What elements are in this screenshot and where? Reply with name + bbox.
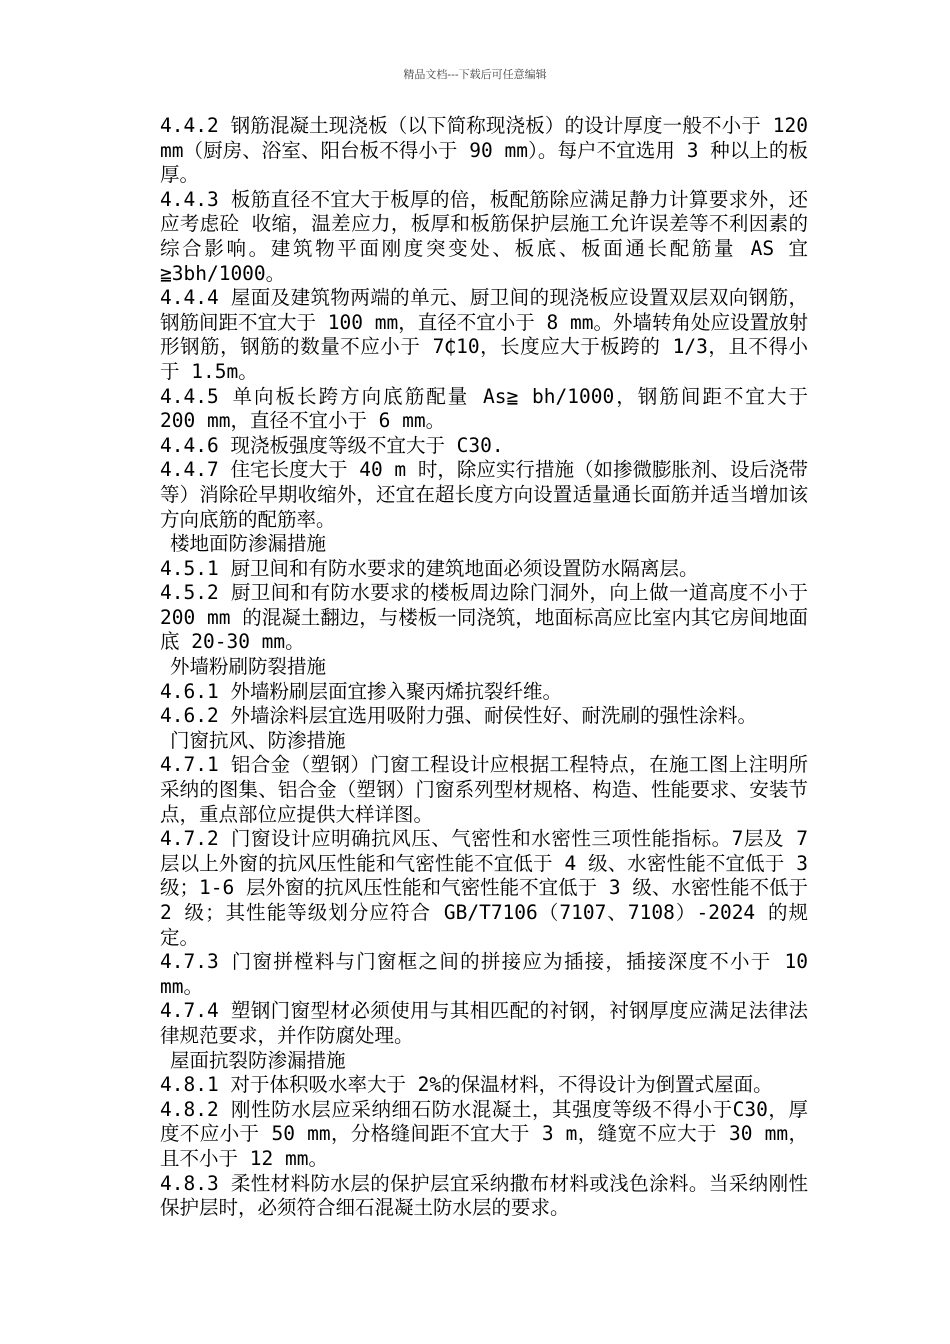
clause-paragraph: 4.8.2 刚性防水层应采纳细石防水混凝土，其强度等级不得小于C30，厚度不应小于 50 mm，分格缝间距不宜大于 3 m，缝宽不应大于 30 mm，且不小于 12 mm。 xyxy=(160,1097,808,1170)
clause-paragraph: 4.4.3 板筋直径不宜大于板厚的倍，板配筋除应满足静力计算要求外，还应考虑砼 收缩，温差应力，板厚和板筋保护层施工允许误差等不利因素的综合影响。建筑物平面刚度突变处、板底、板面通长配筋量 AS 宜≧3bh/1000。 xyxy=(160,187,808,285)
clause-paragraph: 4.4.4 屋面及建筑物两端的单元、厨卫间的现浇板应设置双层双向钢筋，钢筋间距不宜大于 100 mm，直径不宜小于 8 mm。外墙转角处应设置放射形钢筋，钢筋的数量不应小于 7₵10，长度应大于板跨的 1/3，且不得小于 1.5m。 xyxy=(160,286,808,383)
clause-paragraph: 4.7.1 铝合金（塑钢）门窗工程设计应根据工程特点，在施工图上注明所采纳的图集、铝合金（塑钢）门窗系列型材规格、构造、性能要求、安装节点，重点部位应提供大样详图。 xyxy=(160,753,808,826)
clause-paragraph: 4.7.2 门窗设计应明确抗风压、气密性和水密性三项性能指标。7层及 7 层以上外窗的抗风压性能和气密性能不宜低于 4 级、水密性能不宜低于 3 级；1-6 层外窗的抗风压性能和气密性能不宜低于 3 级、水密性能不低于 2 级；其性能等级划分应符合 GB/T7106（7107、7108）-2024 的规定。 xyxy=(160,827,808,949)
clause-paragraph: 4.4.2 钢筋混凝土现浇板（以下简称现浇板）的设计厚度一般不小于 120 mm（厨房、浴室、阳台板不得小于 90 mm）。每户不宜选用 3 种以上的板厚。 xyxy=(160,114,808,187)
clause-paragraph: 4.7.3 门窗拼樘料与门窗框之间的拼接应为插接，插接深度不小于 10 mm。 xyxy=(160,950,808,998)
section-heading: 外墙粉刷防裂措施 xyxy=(170,655,327,679)
clause-paragraph: 4.4.5 单向板长跨方向底筋配量 As≧ bh/1000，钢筋间距不宜大于 200 mm，直径不宜小于 6 mm。 xyxy=(160,384,808,433)
clause-paragraph: 4.6.1 外墙粉刷层面宜掺入聚丙烯抗裂纤维。 xyxy=(160,679,562,703)
section-heading: 门窗抗风、防渗措施 xyxy=(170,728,346,752)
clause-paragraph: 4.8.3 柔性材料防水层的保护层宜采纳撒布材料或浅色涂料。当采纳刚性保护层时，必须符合细石混凝土防水层的要求。 xyxy=(160,1171,808,1220)
section-heading: 楼地面防渗漏措施 xyxy=(170,532,327,556)
clause-paragraph: 4.8.1 对于体积吸水率大于 2%的保温材料，不得设计为倒置式屋面。 xyxy=(160,1073,773,1097)
page-header: 精品文档---下载后可任意编辑 xyxy=(403,68,547,81)
document-body xyxy=(160,114,808,1221)
clause-paragraph: 4.5.1 厨卫间和有防水要求的建筑地面必须设置防水隔离层。 xyxy=(160,556,699,580)
section-heading: 屋面抗裂防渗漏措施 xyxy=(170,1048,346,1072)
clause-paragraph: 4.6.2 外墙涂料层宜选用吸附力强、耐侯性好、耐洗刷的强性涂料。 xyxy=(160,704,757,728)
clause-paragraph: 4.5.2 厨卫间和有防水要求的楼板周边除门洞外，向上做一道高度不小于 200 mm 的混凝土翻边，与楼板一同浇筑，地面标高应比室内其它房间地面底 20-30 mm。 xyxy=(160,581,808,654)
clause-paragraph: 4.7.4 塑钢门窗型材必须使用与其相匹配的衬钢，衬钢厚度应满足法律法律规范要求，并作防腐处理。 xyxy=(160,999,808,1047)
clause-paragraph: 4.4.7 住宅长度大于 40 m 时，除应实行措施（如掺微膨胀剂、设后浇带等）消除砼早期收缩外，还宜在超长度方向设置适量通长面筋并适当增加该方向底筋的配筋率。 xyxy=(160,458,808,531)
clause-paragraph: 4.4.6 现浇板强度等级不宜大于 C30. xyxy=(160,433,504,457)
